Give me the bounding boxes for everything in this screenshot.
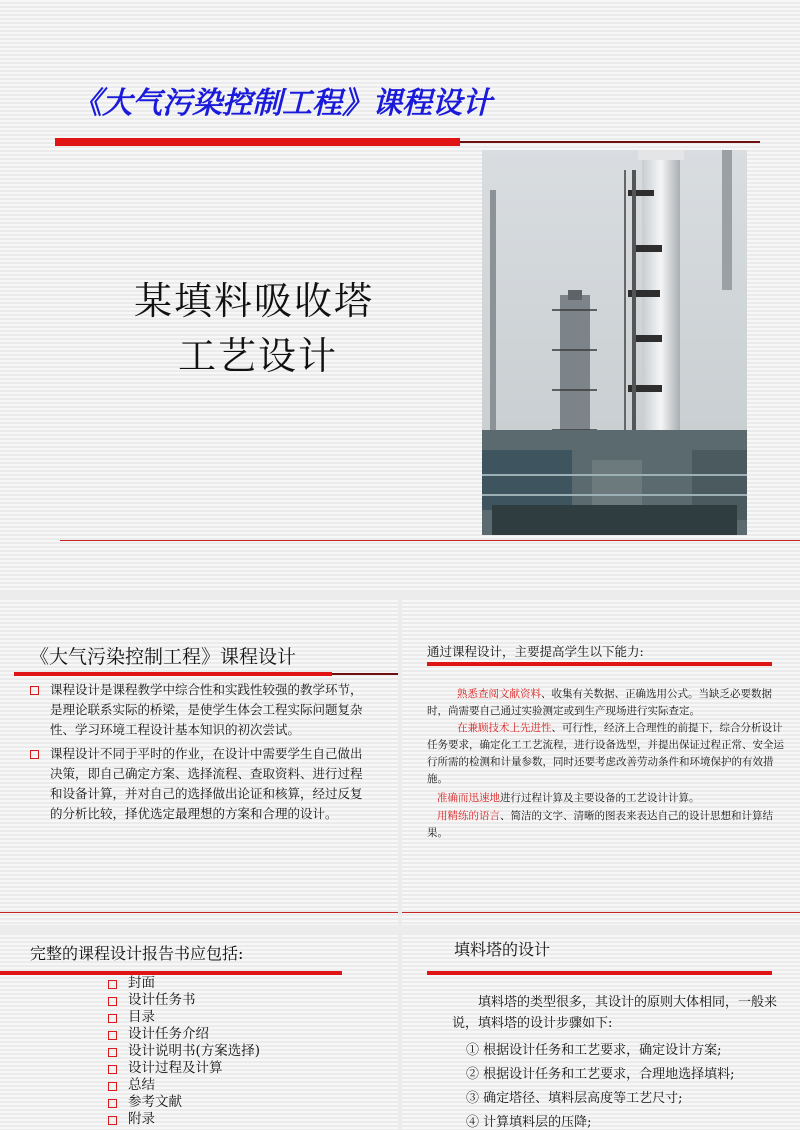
title-underline-red bbox=[55, 138, 460, 146]
bullet-item: 课程设计不同于平时的作业，在设计中需要学生自己做出决策，即自己确定方案、选择流程、查取资料、进行过程和设备计算，并对自己的选择做出论证和核算，经过反复的分析比较，择优选定最理想的方案和合理的设计。 bbox=[30, 744, 370, 824]
ability-paragraph: 准确而迅速地进行过程计算及主要设备的工艺设计计算。 bbox=[437, 792, 700, 804]
slide-intro: 通过课程设计，主要提高学生以下能力: bbox=[427, 644, 644, 659]
title-underline-dark bbox=[460, 141, 760, 143]
title-underline-red bbox=[427, 662, 772, 666]
slide-title: 《大气污染控制工程》课程设计 bbox=[30, 646, 297, 668]
square-bullet-icon bbox=[108, 1031, 117, 1040]
slide-packed-tower-design bbox=[402, 935, 800, 1130]
square-bullet-icon bbox=[108, 980, 117, 989]
square-bullet-icon bbox=[108, 1014, 117, 1023]
square-bullet-icon bbox=[108, 1048, 117, 1057]
list-item: 总结 bbox=[108, 1077, 368, 1094]
list-item: 设计说明书(方案选择) bbox=[108, 1043, 368, 1060]
list-item: 设计过程及计算 bbox=[108, 1060, 368, 1077]
design-intro-paragraph: 填料塔的类型很多，其设计的原则大体相同，一般来说，填料塔的设计步骤如下: bbox=[452, 995, 778, 1031]
cover-subtitle-line2: 工艺设计 bbox=[178, 334, 339, 378]
ability-paragraph: 熟悉查阅文献资料、收集有关数据、正确选用公式。当缺乏必要数据时，尚需要自己通过实验测定或到生产现场进行实际查定。 bbox=[427, 688, 772, 717]
list-item: 设计任务书 bbox=[108, 992, 368, 1009]
cover-subtitle-line1: 某填料吸收塔 bbox=[134, 279, 375, 323]
highlight-phrase: 准确而迅速地 bbox=[437, 792, 500, 804]
square-bullet-icon bbox=[30, 686, 39, 695]
highlight-phrase: 用精练的语言 bbox=[437, 810, 500, 822]
design-step: ② 根据设计任务和工艺要求，合理地选择填料; bbox=[466, 1067, 735, 1082]
cover-title: 《大气污染控制工程》课程设计 bbox=[72, 86, 492, 121]
bullet-item: 课程设计是课程教学中综合性和实践性较强的教学环节，是理论联系实际的桥梁，是使学生体会工程实际问题复杂性、学习环境工程设计基本知识的初次尝试。 bbox=[30, 680, 370, 740]
list-item: 附录 bbox=[108, 1111, 368, 1128]
list-item: 参考文献 bbox=[108, 1094, 368, 1111]
slide-divider bbox=[0, 912, 398, 913]
square-bullet-icon bbox=[108, 1116, 117, 1125]
design-step: ④ 计算填料层的压降; bbox=[466, 1115, 592, 1130]
slide-title: 完整的课程设计报告书应包括: bbox=[30, 944, 244, 963]
square-bullet-icon bbox=[108, 1082, 117, 1091]
slide-abilities bbox=[402, 600, 800, 925]
slide-course-design-intro bbox=[0, 600, 398, 925]
list-item: 设计任务介绍 bbox=[108, 1026, 368, 1043]
highlight-phrase: 在兼顾技术上先进性 bbox=[457, 722, 552, 734]
square-bullet-icon bbox=[108, 997, 117, 1006]
title-underline-red bbox=[14, 672, 332, 676]
ability-paragraph: 用精练的语言、简洁的文字、清晰的图表来表达自己的设计思想和计算结果。 bbox=[427, 810, 773, 839]
design-step: ③ 确定塔径、填料层高度等工艺尺寸; bbox=[466, 1091, 683, 1106]
slide-title: 填料塔的设计 bbox=[454, 940, 551, 959]
ability-paragraph: 在兼顾技术上先进性、可行性，经济上合理性的前提下，综合分析设计任务要求，确定化工工艺流程，进行设备选型，并提出保证过程正常、安全运行所需的检测和计量参数，同时还要考虑改善劳动条件和环境保护的有效措施。 bbox=[427, 722, 784, 785]
report-contents-list bbox=[108, 975, 368, 1128]
slide-report-contents bbox=[0, 935, 398, 1130]
list-item: 目录 bbox=[108, 1009, 368, 1026]
square-bullet-icon bbox=[108, 1099, 117, 1108]
list-item: 封面 bbox=[108, 975, 368, 992]
absorption-tower-photo bbox=[482, 150, 747, 535]
design-steps-list bbox=[466, 1039, 786, 1130]
design-step: ① 根据设计任务和工艺要求，确定设计方案; bbox=[466, 1043, 722, 1058]
title-underline-red bbox=[427, 971, 772, 975]
highlight-phrase: 熟悉查阅文献资料 bbox=[457, 688, 541, 700]
title-underline-dark bbox=[332, 673, 398, 675]
slide-divider bbox=[60, 540, 800, 541]
slide-divider bbox=[402, 912, 800, 913]
square-bullet-icon bbox=[30, 750, 39, 759]
square-bullet-icon bbox=[108, 1065, 117, 1074]
